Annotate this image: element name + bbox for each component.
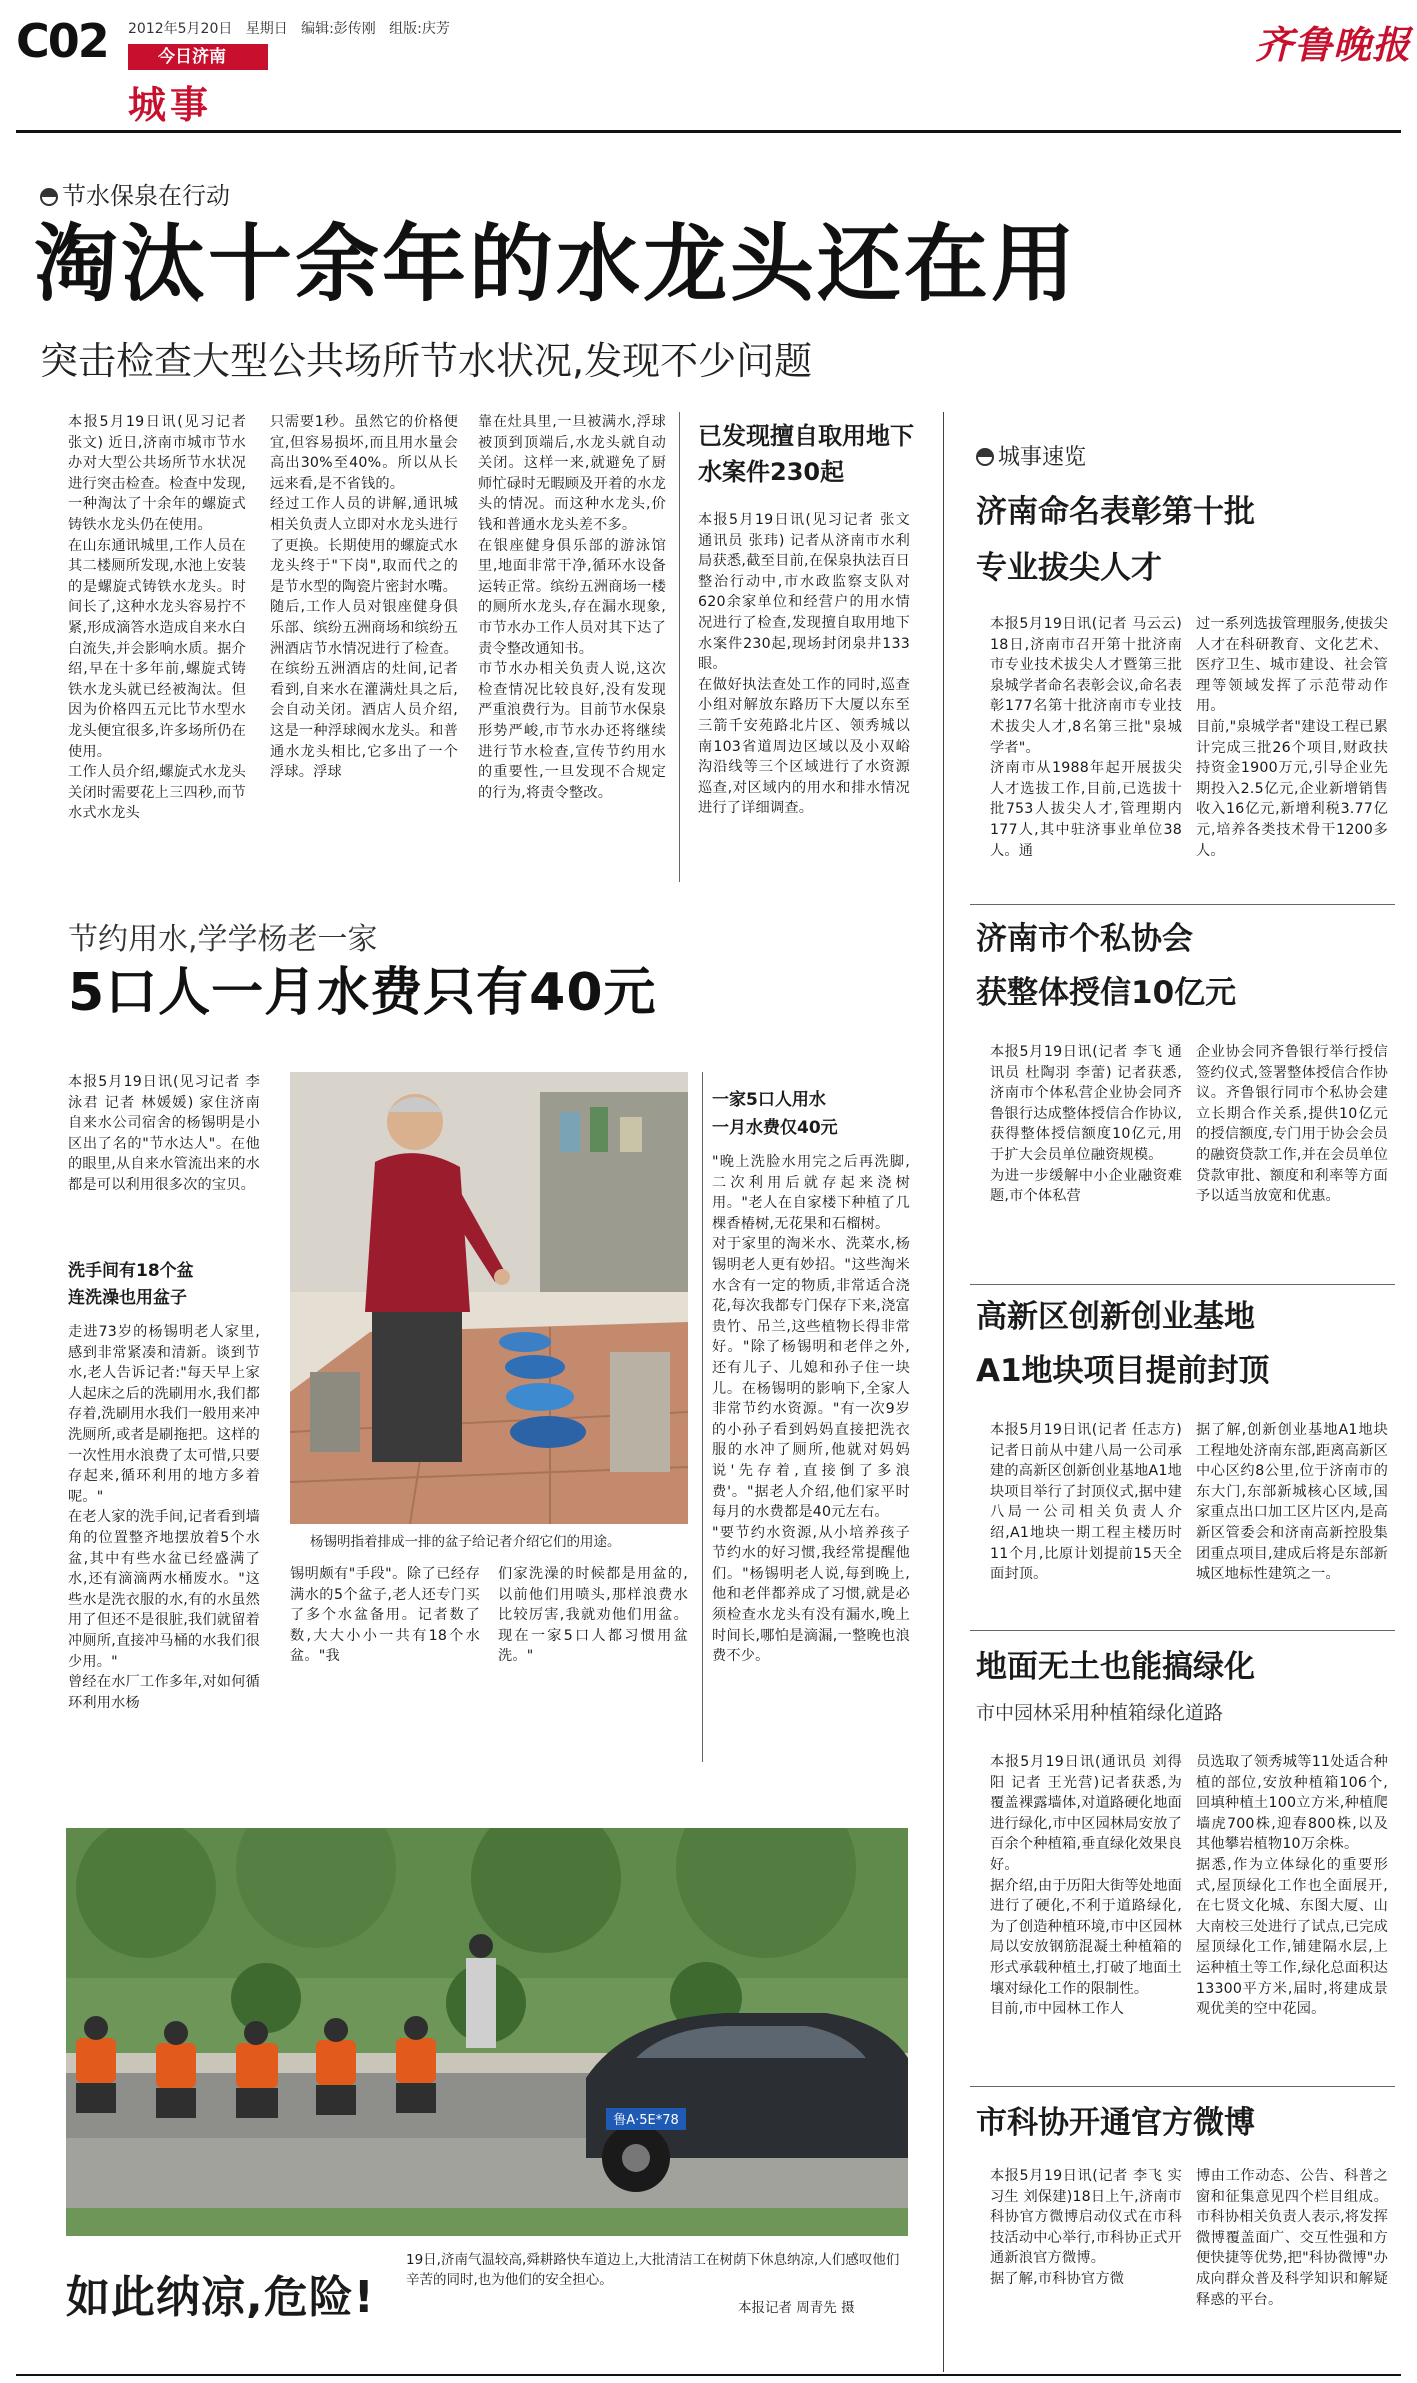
brief-3-headline: 高新区创新创业基地 A1地块项目提前封顶: [976, 1299, 1270, 1389]
brief-2-col-b: 企业协会同齐鲁银行举行授信签约仪式,签署整体授信合作协议。齐鲁银行同市个私协会建立长期合作关系,提供10亿元的授信额度,专门用于协会会员的融资贷款工作,并在会员单位贷款审批、额度和利率等方面予以适当放宽和优惠。: [1196, 1044, 1388, 1205]
lead-kicker: [40, 176, 230, 211]
brief-divider-2: [970, 1284, 1395, 1285]
page-code: C02: [16, 14, 108, 68]
bottom-credit: 本报记者 周青先 摄: [738, 2300, 855, 2316]
story2-subhead-1: 洗手间有18个盆 连洗澡也用盆子: [68, 1261, 194, 1308]
story2-kicker: 节约用水,学学杨老一家: [68, 922, 378, 957]
masthead-logo: 齐鲁晚报: [1255, 22, 1412, 67]
brief-4-subhead: 市中园林采用种植箱绿化道路: [976, 1702, 1224, 1724]
section-name: 城事: [128, 83, 213, 127]
story2-intro: 本报5月19日讯(见习记者 李泳君 记者 林媛媛) 家住济南自来水公司宿舍的杨锡明是小区出了名的"节水达人"。在他的眼里,从自来水管流出来的水都是可以利用很多次的宝贝。: [68, 1074, 260, 1193]
brief-4-headline: 地面无土也能搞绿化: [976, 1649, 1255, 1685]
bottom-headline: 如此纳凉,危险!: [66, 2272, 375, 2323]
story2-body-1: 走进73岁的杨锡明老人家里,感到非常紧凑和清新。谈到节水,老人告诉记者:"每天早上家人起床之后的洗刷用水,我们都存着,洗刷用水我们一般用来冲洗厕所,或者是刷拖把。这样的一次性用水浪费了太可惜,只要存起来,循环利用的地方多着呢。" 在老人家的洗手间,记者看到墙角的位置整齐地摆放着5个水盆,其中有些水盆已经盛满了水,还有滴滴两水桶废水。"这些水是洗衣服的水,有的水虽然用了但还不是很脏,我们就留着冲厕所,直接冲马桶的水我们很少用。" 曾经在水厂工作多年,对如何循环利用水杨: [68, 1324, 260, 1711]
brief-5-headline: 市科协开通官方微博: [976, 2105, 1255, 2141]
brief-5-col-b: 博由工作动态、公告、科普之窗和征集意见四个栏目组成。市科协相关负责人表示,将发挥微博覆盖面广、交互性强和方便快捷等优势,把"科协微博"办成向群众普及科学知识和解疑释惑的平台。: [1196, 2168, 1388, 2308]
story2-subhead-2: 一家5口人用水 一月水费仅40元: [712, 1090, 838, 1138]
lead-column-1: 本报5月19日讯(见习记者 张文) 近日,济南市城市节水办对大型公共场所节水状况进行突击检查。检查中发现,一种淘汰了十余年的螺旋式铸铁水龙头仍在使用。 在山东通讯城里,工作人员在其二楼厕所发现,水池上安装的是螺旋式铸铁水龙头。时间长了,这种水龙头容易拧不紧,形成滴答水造成自来水白白流失,并会影响水质。据介绍,早在十多年前,螺旋式铸铁水龙头就已经被淘汰。但因为价格四五元比节水型水龙头便宜很多,许多场所仍在使用。 工作人员介绍,螺旋式水龙头关闭时需要花上三四秒,而节水式水龙头: [68, 414, 246, 822]
kicker-bullet-icon: [40, 188, 58, 206]
side-body: 本报5月19日讯(见习记者 张文 通讯员 张玮) 记者从济南市水利局获悉,截至目前,在保泉执法百日整治行动中,市水政监察支队对620余家单位和经营户的用水情况进行了检查,发现擅自取用地下水案件230起,现场封闭泉井133眼。 在做好执法查处工作的同时,巡查小组对解放东路历下大厦以东至三箭千安苑路北片区、领秀城以南103省道周边区域以及小双峪沟沿线等三个区域进行了水资源巡查,对区域内的用水和排水情况进行了详细调查。: [698, 512, 910, 817]
bathroom-photo-illustration: [290, 1072, 688, 1524]
brief-2-col-a: 本报5月19日讯(记者 李飞 通讯员 杜陶羽 李蕾) 记者获悉,济南市个体私营企业协会同齐鲁银行达成整体授信合作协议,获得整体授信额度10亿元,用于扩大会员单位融资规模。 为进一步缓解中小企业融资难题,市个体私营: [990, 1044, 1182, 1205]
issue-weekday: 星期日: [245, 21, 288, 37]
brief-1-col-a: 本报5月19日讯(记者 马云云) 18日,济南市召开第十批济南市专业技术拔尖人才暨第三批泉城学者命名表彰会议,命名表彰177名第十批济南市专业技术拔尖人才,8名第三批"泉城学者"。 济南市从1988年起开展拔尖人才选拔工作,目前,已选拔十批753人拔尖人才,管理期内177人,其中驻济事业单位38人。通: [990, 616, 1182, 859]
lead-subhead: 突击检查大型公共场所节水状况,发现不少问题: [40, 339, 813, 383]
brief-divider-4: [970, 2086, 1395, 2087]
brief-4-col-a: 本报5月19日讯(通讯员 刘得阳 记者 王光营)记者获悉,为覆盖裸露墙体,对道路硬化地面进行绿化,市中区园林局安放了百余个种植箱,垂直绿化效果良好。 据介绍,由于历阳大街等处地面进行了硬化,不利于道路绿化,为了创造种植环境,市中区园林局以安放钢筋混凝土种植箱的形式承载种植土,打破了地面土壤对绿化工作的限制性。 目前,市中园林工作人: [990, 1754, 1182, 2018]
brief-3-col-b: 据了解,创新创业基地A1地块工程地处济南东部,距离高新区中心区约8公里,位于济南市的东大门,东部新城核心区域,国家重点出口加工区片区内,是高新区管委会和济南高新控股集团重点项目,建成后将是东部新城区地标性建筑之一。: [1196, 1422, 1388, 1583]
story2-body-under-2: 们家洗澡的时候都是用盆的,以前他们用喷头,那样浪费水比较厉害,我就劝他们用盆。现在一家5口人都习惯用盆洗。": [498, 1566, 688, 1665]
story2-photo-caption: 杨锡明指着排成一排的盆子给记者介绍它们的用途。: [310, 1534, 621, 1550]
layout-credit: 组版:庆芳: [389, 21, 450, 37]
lead-kicker-text: 节水保泉在行动: [62, 182, 230, 210]
brief-2-headline: 济南市个私协会 获整体授信10亿元: [976, 921, 1237, 1011]
story2-divider: [702, 1072, 703, 1762]
lead-column-2: 只需要1秒。虽然它的价格便宜,但容易损坏,而且用水量会高出30%至40%。所以从长远来看,是不省钱的。 经过工作人员的讲解,通讯城相关负责人立即对水龙头进行了更换。长期使用的螺旋式水龙头终于"下岗",取而代之的是节水型的陶瓷片密封水嘴。 随后,工作人员对银座健身俱乐部、缤纷五洲商场和缤纷五洲酒店节水情况进行了检查。在缤纷五洲酒店的灶间,记者看到,自来水在灌满灶具之后,会自动关闭。酒店人员介绍,这是一种浮球阀水龙头。和普通水龙头相比,它多出了一个浮球。浮球: [270, 414, 458, 781]
street-photo-illustration: [66, 1828, 908, 2236]
brief-1-headline: 济南命名表彰第十批 专业拔尖人才: [976, 494, 1255, 586]
side-headline: 已发现擅自取用地下水案件230起: [698, 422, 914, 486]
lead-headline: 淘汰十余年的水龙头还在用: [34, 215, 1079, 313]
license-plate: 鲁A·5E*78: [613, 2113, 679, 2128]
footer-rule: [16, 2374, 1401, 2376]
lead-column-3: 靠在灶具里,一旦被满水,浮球被顶到顶端后,水龙头就自动关闭。这样一来,就避免了厨师忙碌时无暇顾及开着的水龙头的情况。而这种水龙头,价钱和普通水龙头差不多。 在银座健身俱乐部的游泳馆里,地面非常干净,循环水设备运转正常。缤纷五洲商场一楼的厕所水龙头,存在漏水现象,市节水办工作人员对其下达了责令整改通知书。 市节水办相关负责人说,这次检查情况比较良好,没有发现严重浪费行为。目前节水保泉形势严峻,市节水办还将继续进行节水检查,宣传节约用水的重要性,一旦发现不合规定的行为,将责令整改。: [478, 414, 666, 801]
brief-4-col-b: 员选取了领秀城等11处适合种植的部位,安放种植箱106个,回填种植土100立方米,种植爬墙虎700株,迎春800株,以及其他攀岩植物10万余株。 据悉,作为立体绿化的重要形式,屋顶绿化工作也全面展开,在七贤文化城、东图大厦、山大南校三处进行了试点,已完成屋顶绿化工作,铺建隔水层,上运种植土等工作,绿化总面积达13300平方米,届时,将建成景观优美的空中花园。: [1196, 1754, 1388, 2018]
issue-date: 2012年5月20日: [128, 21, 233, 37]
bottom-photo: [66, 1828, 908, 2236]
brief-1-col-b: 过一系列选拔管理服务,使拔尖人才在科研教育、文化艺术、医疗卫生、城市建设、社会管理等领域发挥了示范带动作用。 目前,"泉城学者"建设工程已累计完成三批26个项目,财政扶持资金1900万元,引导企业先期投入2.5亿元,企业新增销售收入16亿元,新增利税3.77亿元,培养各类技术骨干1200多人。: [1196, 616, 1388, 859]
section-tag: 今日济南: [128, 44, 268, 70]
right-kicker: [976, 440, 1086, 471]
main-right-divider: [943, 412, 944, 2372]
header-rule: [16, 130, 1401, 133]
right-kicker-bullet-icon: [976, 448, 994, 466]
brief-3-col-a: 本报5月19日讯(记者 任志方) 记者日前从中建八局一公司承建的高新区创新创业基地A1地块项目举行了封顶仪式,据中建八局一公司相关负责人介绍,A1地块一期工程主楼历时11个月,比原计划提前15天全面封顶。: [990, 1422, 1182, 1583]
lead-divider: [679, 412, 680, 882]
brief-divider-3: [970, 1630, 1395, 1631]
story2-headline: 5口人一月水费只有40元: [68, 963, 657, 1023]
story2-photo: [290, 1072, 688, 1524]
bottom-caption: 19日,济南气温较高,舜耕路快车道边上,大批清洁工在树荫下休息纳凉,人们感叹他们辛苦的同时,也为他们的安全担心。: [406, 2252, 900, 2288]
right-kicker-text: 城事速览: [998, 445, 1087, 470]
brief-divider-1: [970, 904, 1395, 905]
editor-credit: 编辑:彭传刚: [301, 21, 376, 37]
header-meta: [128, 18, 450, 38]
story2-body-under-1: 锡明颇有"手段"。除了已经存满水的5个盆子,老人还专门买了多个水盆备用。记者数了数,大大小小一共有18个水盆。"我: [290, 1566, 480, 1665]
brief-5-col-a: 本报5月19日讯(记者 李飞 实习生 刘保建)18日上午,济南市科协官方微博启动仪式在市科技活动中心举行,市科协正式开通新浪官方微博。 据了解,市科协官方微: [990, 2168, 1182, 2287]
story2-right-body: "晚上洗脸水用完之后再洗脚,二次利用后就存起来浇树用。"老人在自家楼下种植了几棵香椿树,无花果和石榴树。 对于家里的淘米水、洗菜水,杨锡明老人更有妙招。"这些淘米水含有一定的物质,非常适合浇花,每次我都专门保存下来,浇富贵竹、吊兰,这些植物长得非常好。"除了杨锡明和老伴之外,还有儿子、儿媳和孙子住一块儿。在杨锡明的影响下,全家人非常节约水资源。"有一次9岁的小孙子看到妈妈直接把洗衣服的水冲了厕所,他就对妈妈说'先存着,直接倒了多浪费'。"据老人介绍,他们家平时每月的水费都是40元左右。 "要节约水资源,从小培养孩子节约水的好习惯,我经常提醒他们。"杨锡明老人说,每到晚上,他和老伴都养成了习惯,就是必须检查水龙头有没有漏水,晚上时间长,哪怕是滴漏,一整晚也浪费不少。: [712, 1154, 910, 1665]
